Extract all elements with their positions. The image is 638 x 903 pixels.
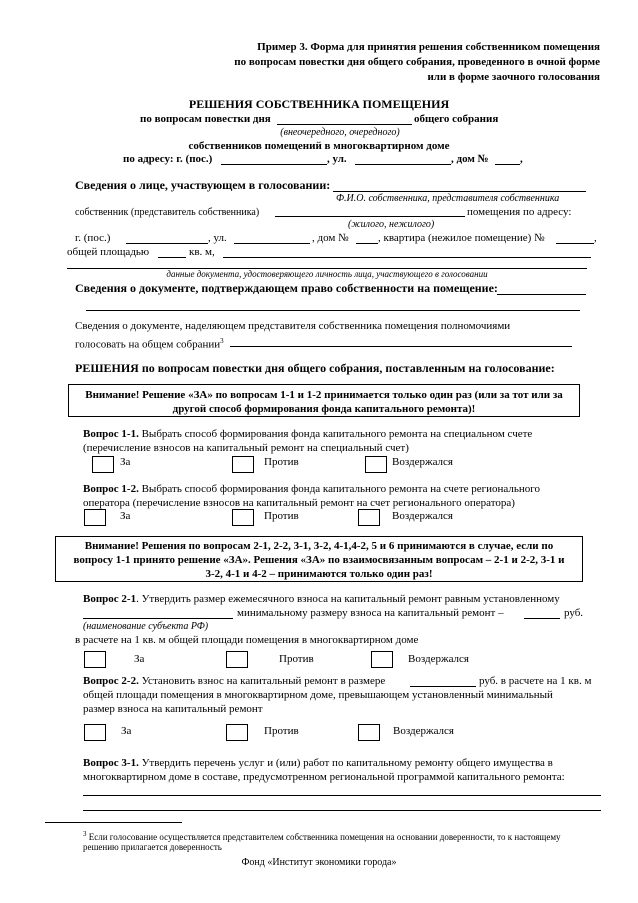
q2-1-for-checkbox[interactable] [84, 651, 106, 668]
area-label: общей площадью [67, 246, 150, 258]
person-flat-end: , [594, 232, 597, 244]
question-2-2-line-1-end: руб. в расчете на 1 кв. м [479, 675, 592, 687]
question-1-1-text: Выбрать способ формирования фонда капитального ремонта на специальном счете [138, 428, 533, 440]
question-3-1-line-1 [83, 756, 553, 770]
q2-2-abstain-label: Воздержался [393, 725, 454, 737]
footnote-mark: 3 [83, 830, 87, 838]
address-city-field[interactable] [221, 164, 327, 165]
q2-2-for-checkbox[interactable] [84, 724, 106, 741]
person-house-label: , дом № [312, 232, 349, 244]
id-document-hint: данные документа, удостоверяющего личность лица, участвующего в голосовании [166, 269, 488, 279]
q1-1-for-checkbox[interactable] [92, 456, 114, 473]
question-2-2-line-1 [83, 674, 385, 688]
ownership-field-line-2[interactable] [86, 310, 580, 311]
decisions-title: РЕШЕНИЯ по вопросам повестки дня общего собрания, поставленным на голосование: [75, 361, 555, 375]
q2-2-against-checkbox[interactable] [226, 724, 248, 741]
question-1-1-line-2: (перечисление взносов на капитальный ремонт на специальный счет) [83, 442, 409, 454]
person-label: Сведения о лице, участвующем в голосовании: [75, 178, 331, 192]
example-header-line-2: по вопросам повестки дня общего собрания, проведенного в очной форме [234, 56, 600, 68]
premises-type-hint: (жилого, нежилого) [348, 219, 435, 230]
q1-1-against-checkbox[interactable] [232, 456, 254, 473]
question-1-1-label: Вопрос 1-1. [83, 428, 139, 440]
address-street-label: , ул. [327, 153, 347, 165]
question-2-1-text: . Утвердить размер ежемесячного взноса на капитальный ремонт равным установленному [136, 593, 560, 605]
question-3-1-text: Утвердить перечень услуг и (или) работ по капитальному ремонту общего имущества в [138, 757, 553, 769]
attention-2-line-1: Внимание! Решения по вопросам 2-1, 2-2, 3-1, 3-2, 4-1,4-2, 5 и 6 принимаются в случае, если по [84, 540, 554, 552]
person-house-field[interactable] [356, 243, 378, 244]
person-city-field[interactable] [126, 243, 208, 244]
q1-1-against-label: Против [264, 456, 299, 468]
q1-1-abstain-checkbox[interactable] [365, 456, 387, 473]
question-2-2-label: Вопрос 2-2. [83, 675, 139, 687]
page-title: РЕШЕНИЯ СОБСТВЕННИКА ПОМЕЩЕНИЯ [188, 97, 450, 111]
q2-1-for-label: За [134, 653, 145, 665]
question-2-1-line-3: в расчете на 1 кв. м общей площади помещения в многоквартирном доме [75, 634, 419, 646]
owner-label: собственник (представитель собственника) [75, 207, 260, 218]
question-1-2-text: Выбрать способ формирования фонда капитального ремонта на счете регионального [138, 483, 541, 495]
question-1-2-line-1 [83, 482, 540, 496]
example-header-line-3: или в форме заочного голосования [427, 71, 600, 83]
person-city-label: г. (пос.) [75, 232, 111, 244]
address-house-field[interactable] [495, 164, 520, 165]
proxy-line-2-text: голосовать на общем собрании [75, 338, 221, 351]
meeting-type-hint: (внеочередного, очередного) [280, 127, 400, 138]
owners-line: собственников помещений в многоквартирном доме [188, 140, 450, 152]
question-2-1-currency: руб. [564, 607, 584, 619]
proxy-field[interactable] [230, 346, 572, 347]
footnote-divider [45, 822, 182, 823]
q1-2-abstain-label: Воздержался [392, 510, 453, 522]
q1-2-against-checkbox[interactable] [232, 509, 254, 526]
question-3-1-label: Вопрос 3-1. [83, 757, 139, 769]
attention-1-line-2: другой способ формирования фонда капитального ремонта)! [172, 403, 476, 415]
person-flat-label: , квартира (нежилое помещение) № [378, 232, 545, 244]
meeting-type-field[interactable] [277, 124, 412, 125]
person-name-hint: Ф.И.О. собственника, представителя собственника [336, 193, 560, 204]
address-house-label: , дом № [451, 153, 489, 165]
q1-2-for-label: За [120, 510, 131, 522]
attention-2-line-3: 3-2, 4-1 и 4-2 – принимаются только один раз! [205, 568, 433, 580]
proxy-line-2 [75, 334, 224, 352]
attention-1-line-1: Внимание! Решение «ЗА» по вопросам 1-1 и 1-2 принимается только один раз (или за тот или за [85, 389, 563, 401]
q1-2-against-label: Против [264, 510, 299, 522]
agenda-prefix: по вопросам повестки дня [140, 113, 271, 125]
q2-2-against-label: Против [264, 725, 299, 737]
person-flat-field[interactable] [556, 243, 594, 244]
person-street-field[interactable] [234, 243, 310, 244]
works-list-field-1[interactable] [83, 795, 601, 796]
footer-publisher: Фонд «Институт экономики города» [241, 857, 397, 868]
proxy-footnote-mark: 3 [220, 337, 224, 345]
question-1-2-label: Вопрос 1-2. [83, 483, 139, 495]
question-1-1-line-1 [83, 427, 532, 441]
proxy-line-1: Сведения о документе, наделяющем представителя собственника помещения полномочиями [75, 320, 511, 332]
premises-type-field[interactable] [275, 216, 465, 217]
attention-2-line-2: вопросу 1-1 принято решение «ЗА». Решения «ЗА» по взаимосвязанным вопросам – 2-1 и 2-2, 3-1 и [73, 554, 565, 566]
example-header-line-1: Пример 3. Форма для принятия решения собственником помещения [257, 41, 600, 53]
area-field[interactable] [158, 257, 186, 258]
q1-1-abstain-label: Воздержался [392, 456, 453, 468]
question-1-2-line-2: оператора (перечисление взносов на капитальный ремонт на счет регионального оператора) [83, 497, 515, 509]
q1-2-for-checkbox[interactable] [84, 509, 106, 526]
q2-1-against-checkbox[interactable] [226, 651, 248, 668]
person-street-label: , ул. [208, 232, 227, 244]
region-name-field[interactable] [83, 618, 233, 619]
q2-1-against-label: Против [279, 653, 314, 665]
q1-1-for-label: За [120, 456, 131, 468]
works-list-field-2[interactable] [83, 810, 601, 811]
ownership-field[interactable] [497, 294, 586, 295]
address-end: , [520, 153, 523, 165]
footnote-text-1: Если голосование осуществляется представителем собственника помещения на основании доверенности, то к настоящему [88, 832, 561, 842]
q2-1-abstain-checkbox[interactable] [371, 651, 393, 668]
contribution-amount-field[interactable] [410, 686, 476, 687]
question-2-2-text: Установить взнос на капитальный ремонт в размере [138, 675, 386, 687]
address-prefix: по адресу: г. (пос.) [123, 153, 213, 165]
question-2-2-line-3: размер взноса на капитальный ремонт [83, 703, 263, 715]
question-3-1-line-2: многоквартирном доме в составе, предусмотренном региональной программой капитального ремонта: [83, 771, 565, 783]
q2-2-for-label: За [121, 725, 132, 737]
q2-2-abstain-checkbox[interactable] [358, 724, 380, 741]
min-contribution-field[interactable] [524, 618, 560, 619]
q1-2-abstain-checkbox[interactable] [358, 509, 380, 526]
area-unit: кв. м, [189, 246, 215, 258]
question-2-1-line-1 [83, 592, 560, 606]
address-street-field[interactable] [355, 164, 451, 165]
footnote-line-2: решению прилагается доверенность [83, 842, 222, 852]
q2-1-abstain-label: Воздержался [408, 653, 469, 665]
question-2-1-line-2: минимальному размеру взноса на капитальный ремонт – [237, 607, 504, 619]
question-2-2-line-2: общей площади помещения в многоквартирном доме, превышающем установленный минимальный [83, 689, 553, 701]
question-2-1-label: Вопрос 2-1 [83, 593, 137, 605]
agenda-suffix: общего собрания [414, 113, 499, 125]
region-name-hint: (наименование субъекта РФ) [83, 621, 209, 632]
ownership-label: Сведения о документе, подтверждающем право собственности на помещение: [75, 281, 498, 295]
premises-address-label: помещения по адресу: [467, 206, 572, 218]
area-extra-field[interactable] [223, 257, 591, 258]
